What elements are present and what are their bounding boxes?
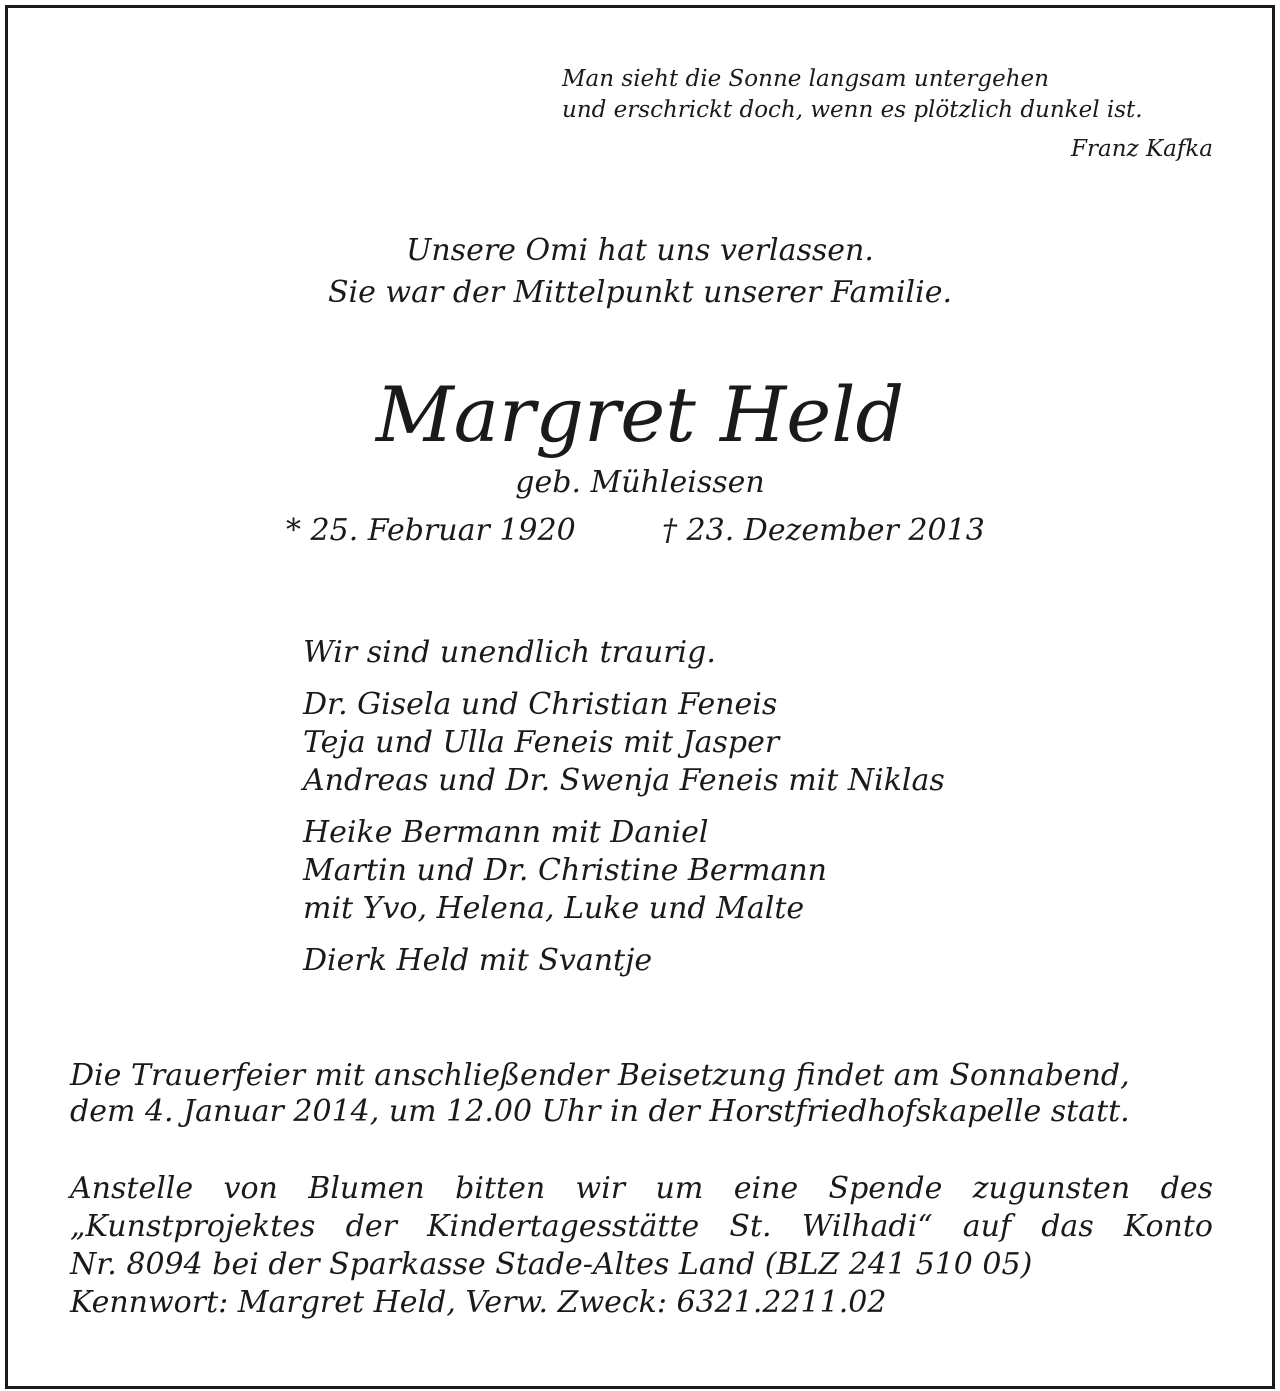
ceremony-line: Die Trauerfeier mit anschließender Beisetzung findet am Sonnabend, (70, 1058, 1130, 1093)
intro-text (0, 230, 1280, 314)
mourner-line: Heike Bermann mit Daniel (303, 815, 709, 850)
mourners-list (303, 634, 945, 994)
quote-line: und erschrickt doch, wenn es plötzlich dunkel ist. (562, 97, 1143, 123)
epigraph-quote (562, 64, 1213, 165)
mourner-group (303, 814, 945, 928)
mourners-statement: Wir sind unendlich traurig. (303, 635, 716, 670)
mourner-group (303, 686, 945, 800)
maiden-name: geb. Mühleissen (515, 465, 765, 500)
mourner-line: Andreas und Dr. Swenja Feneis mit Niklas (303, 763, 945, 798)
donation-line: Kennwort: Margret Held, Verw. Zweck: 6321.2211.02 (70, 1285, 887, 1320)
mourner-line: Martin und Dr. Christine Bermann (303, 853, 827, 888)
quote-author: Franz Kafka (1071, 136, 1213, 162)
deceased-name: Margret Held (375, 370, 905, 459)
donation-line: Nr. 8094 bei der Sparkasse Stade-Altes Land (BLZ 241 510 05) (70, 1247, 1033, 1282)
intro-line: Unsere Omi hat uns verlassen. (406, 233, 874, 268)
mourner-group (303, 942, 945, 980)
donation-line: „Kunstprojektes der Kindertagesstätte St. Wilhadi“ auf das Konto (70, 1209, 1213, 1244)
birth-date: * 25. Februar 1920 (286, 513, 576, 548)
mourner-line: Dr. Gisela und Christian Feneis (303, 687, 778, 722)
mourners-statement-group (303, 634, 945, 672)
mourner-line: Teja und Ulla Feneis mit Jasper (303, 725, 780, 760)
mourner-line: Dierk Held mit Svantje (303, 943, 653, 978)
donation-line: Anstelle von Blumen bitten wir um eine Spende zugunsten des (70, 1171, 1213, 1206)
donation-info (70, 1170, 1213, 1322)
ceremony-info (70, 1058, 1210, 1130)
intro-line: Sie war der Mittelpunkt unserer Familie. (327, 275, 953, 310)
quote-line: Man sieht die Sonne langsam untergehen (562, 66, 1049, 92)
mourner-line: mit Yvo, Helena, Luke und Malte (303, 891, 805, 926)
ceremony-line: dem 4. Januar 2014, um 12.00 Uhr in der Horstfriedhofskapelle statt. (70, 1094, 1130, 1129)
death-date: † 23. Dezember 2013 (662, 513, 985, 548)
